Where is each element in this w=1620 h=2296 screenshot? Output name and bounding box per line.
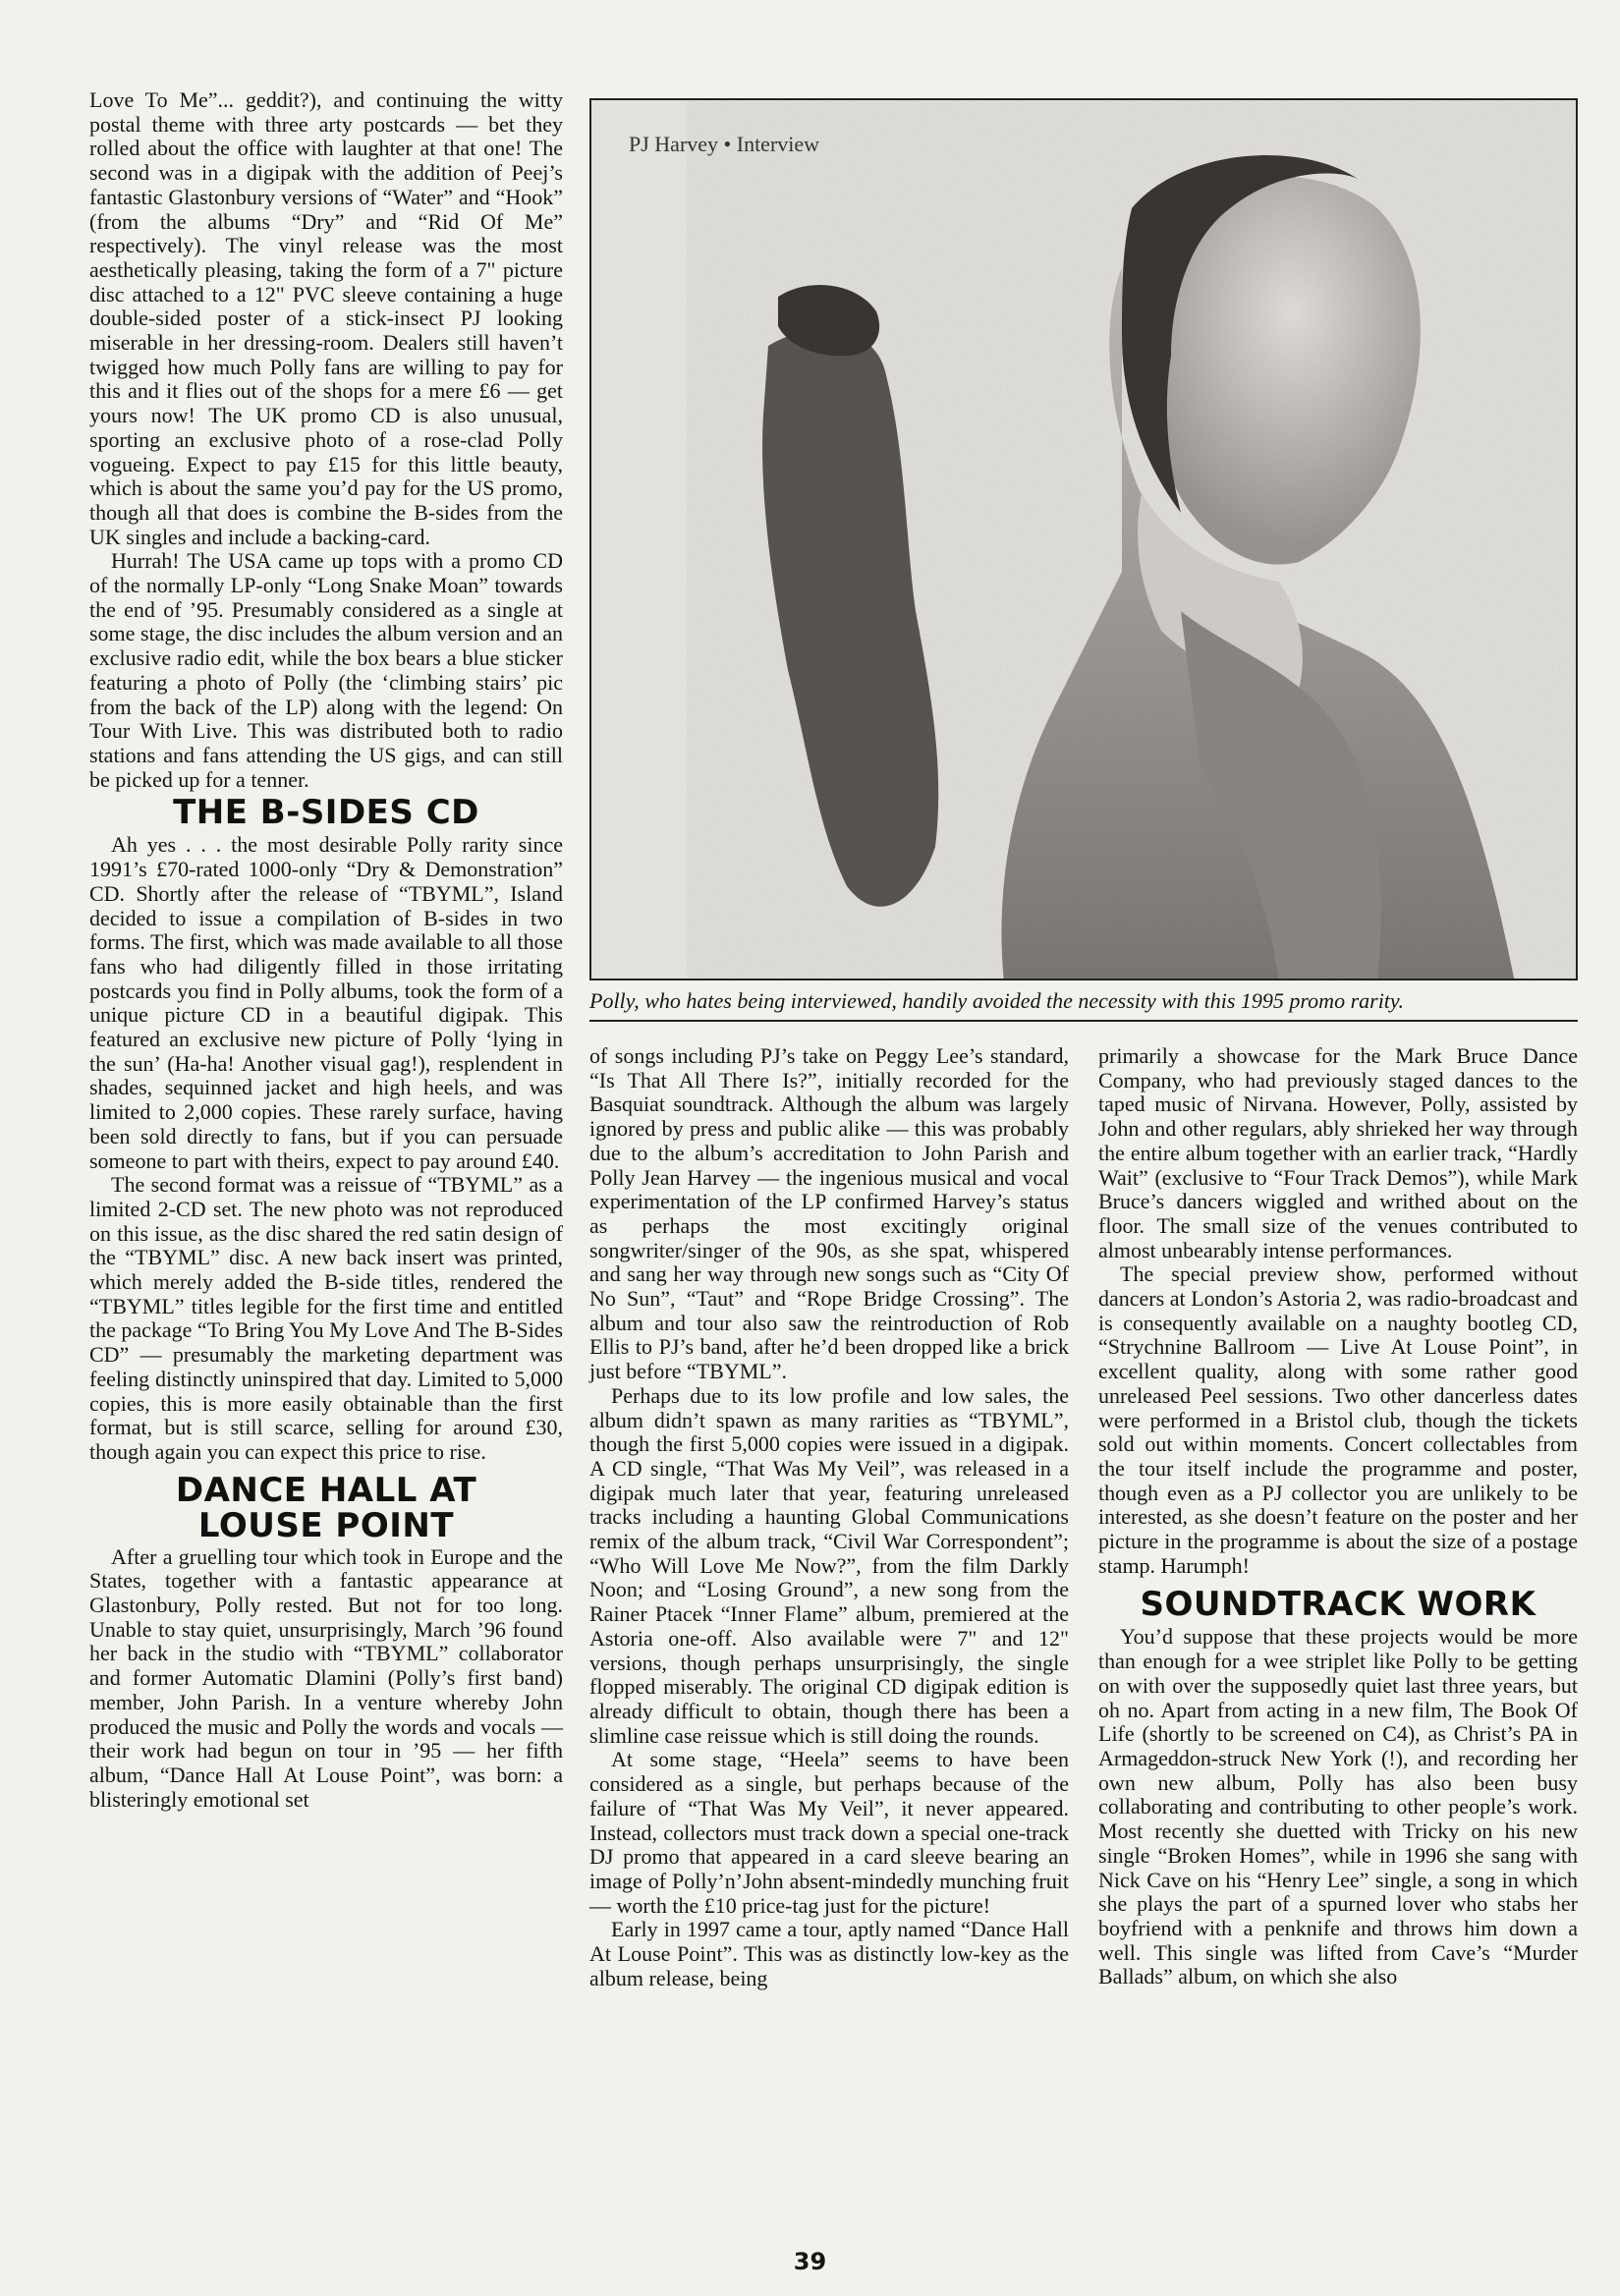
- paragraph: Perhaps due to its low profile and low sales, the album didn’t spawn as many rarities as “TBYML”, though the first 5,000 copies were issued in a digipak. A CD single, “That Was My Veil”, was released in a digipak much later that year, featuring unreleased tracks including a haunting Global Communications remix of the album track, “Civil War Correspondent”; “Who Will Love Me Now?”, from the film Darkly Noon; and “Losing Ground”, a new song from the Rainer Ptacek “Inner Flame” album, premiered at the Astoria one-off. Also available were 7" and 12" versions, though perhaps unsurprisingly, the single flopped miserably. The original CD digipak edition is already difficult to obtain, though there has been a slimline case reissue which is still doing the rounds.: [589, 1382, 1069, 1748]
- section-heading-dance-hall: [89, 1470, 563, 1545]
- paragraph: primarily a showcase for the Mark Bruce Dance Company, who had previously staged dances to the taped music of Nirvana. However, Polly, assisted by John and other regulars, ably shrieked her way through the entire album together with an earlier track, “Hardly Wait” (exclusive to “Four Track Demos”), while Mark Bruce’s dancers wiggled and writhed about on the floor. The small size of the venues contributed to almost unbearably intense performances.: [1098, 1043, 1578, 1262]
- heading-line: DANCE HALL AT: [175, 1470, 477, 1510]
- photo-credit: PJ Harvey • Interview: [629, 132, 820, 156]
- article-column-2: [589, 1044, 1069, 1990]
- photo-caption: Polly, who hates being interviewed, handily avoided the necessity with this 1995 promo rarity.: [589, 988, 1578, 1022]
- heading-line: LOUSE POINT: [197, 1505, 455, 1545]
- paragraph: After a gruelling tour which took in Europe and the States, together with a fantastic appearance at Glastonbury, Polly rested. But not for too long. Unable to stay quiet, unsurprisingly, March ’96 found her back in the studio with “TBYML” collaborator and former Automatic Dlamini (Polly’s first band) member, John Parish. In a venture whereby John produced the music and Polly the words and vocals — their work had begun on tour in ’95 — her fifth album, “Dance Hall At Louse Point”, was born: a blisteringly emotional set: [89, 1543, 563, 1812]
- photo: [589, 98, 1578, 980]
- paragraph: Hurrah! The USA came up tops with a promo CD of the normally LP-only “Long Snake Moan” towards the end of ’95. Presumably considered as a single at some stage, the disc includes the album version and an exclusive radio edit, while the box bears a blue sticker featuring a photo of Polly (the ‘climbing stairs’ pic from the back of the LP) along with the legend: On Tour With Live. This was distributed both to radio stations and fans attending the US gigs, and can still be picked up for a tenner.: [89, 548, 563, 792]
- paragraph: At some stage, “Heela” seems to have been considered as a single, but perhaps because of the failure of “That Was My Veil”, it never appeared. Instead, collectors must track down a special one-track DJ promo that appeared in a card sleeve bearing an image of Polly’n’John absent-mindedly munching fruit — worth the £10 price-tag just for the picture!: [589, 1747, 1069, 1918]
- article-column-3: [1098, 1044, 1578, 1989]
- paragraph: Love To Me”... geddit?), and continuing the witty postal theme with three arty postcards — bet they rolled about the office with laughter at that one! The second was in a digipak with the addition of Peej’s fantastic Glastonbury versions of “Water” and “Hook” (from the albums “Dry” and “Rid Of Me” respectively). The vinyl release was the most aesthetically pleasing, taking the form of a 7" picture disc attached to a 12" PVC sleeve containing a huge double-sided poster of a stick-insect PJ looking miserable in her dressing-room. Dealers still haven’t twigged how much Polly fans are willing to pay for this and it flies out of the shops for a mere £6 — get yours now! The UK promo CD is also unusual, sporting an exclusive photo of a rose-clad Polly vogueing. Expect to pay £15 for this little beauty, which is about the same you’d pay for the US promo, though all that does is combine the B-sides from the UK singles and include a backing-card.: [89, 87, 563, 549]
- paragraph: You’d suppose that these projects would be more than enough for a wee striplet like Polly to be getting on with over the supposedly quiet last three years, but oh no. Apart from acting in a new film, The Book Of Life (shortly to be screened on C4), as Christ’s PA in Armageddon-struck New York (!), and recording her own new album, Polly has also been busy collaborating and contributing to other people’s work. Most recently she duetted with Tricky on his new single “Broken Homes”, while in 1996 she sang with Nick Cave on his “Henry Lee” single, a song in which she plays the part of a spurned lover who stabs her boyfriend with a penknife and throws him down a well. This single was lifted from Cave’s “Murder Ballads” album, on which she also: [1098, 1624, 1578, 1989]
- paragraph: The second format was a reissue of “TBYML” as a limited 2-CD set. The new photo was not reproduced on this issue, as the disc shared the red satin design of the “TBYML” disc. A new back insert was printed, which merely added the B-side titles, rendered the “TBYML” titles legible for the first time and entitled the package “To Bring You My Love And The B-Sides CD” — presumably the marketing department was feeling distinctly uninspired that day. Limited to 5,000 copies, this is more easily obtainable than the first format, but is still scarce, selling for around £30, though again you can expect this price to rise.: [89, 1172, 564, 1464]
- paragraph: of songs including PJ’s take on Peggy Lee’s standard, “Is That All There Is?”, initially recorded for the Basquiat soundtrack. Although the album was largely ignored by press and public alike — this was probably due to the album’s accreditation to John Parish and Polly Jean Harvey — the ingenious musical and vocal experimentation of the LP confirmed Harvey’s status as perhaps the most excitingly original songwriter/singer of the 90s, as she spat, whispered and sang her way through new songs such as “City Of No Sun”, “Taut” and “Rope Bridge Crossing”. The album and tour also saw the reintroduction of Rob Ellis to PJ’s band, after he’d been dropped like a brick just before “TBYML”.: [589, 1043, 1069, 1384]
- paragraph: Early in 1997 came a tour, aptly named “Dance Hall At Louse Point”. This was as distinctly low-key as the album release, being: [589, 1917, 1069, 1990]
- section-heading-bsides: THE B-SIDES CD: [173, 793, 479, 833]
- page-number: 39: [793, 2248, 827, 2275]
- article-column-1: [89, 88, 563, 1812]
- paragraph: Ah yes . . . the most desirable Polly rarity since 1991’s £70-rated 1000-only “Dry & Demonstration” CD. Shortly after the release of “TBYML”, Island decided to issue a compilation of B-sides in two forms. The first, which was made available to all those fans who had diligently filled in those irritating postcards you find in Polly albums, took the form of a unique picture CD in a beautiful digipak. This featured an exclusive new picture of Polly ‘lying in the sun’ (Ha-ha! Another visual gag!), resplendent in shades, sequinned jacket and high heels, and was limited to 2,000 copies. These rarely surface, having been sold directly to fans, but if you can persuade someone to part with theirs, expect to pay around £40.: [89, 832, 563, 1173]
- section-heading-soundtrack: SOUNDTRACK WORK: [1140, 1585, 1536, 1625]
- paragraph: The special preview show, performed without dancers at London’s Astoria 2, was radio-broadcast and is consequently available on a naughty bootleg CD, “Strychnine Ballroom — Live At Louse Point”, in excellent quality, along with some rather good unreleased Peel sessions. Two other dancerless dates were performed in a Bristol club, though the tickets sold out within moments. Concert collectables from the tour itself include the programme and poster, though even as a PJ collector you are unlikely to be interested, as she doesn’t feature on the poster and her picture in the programme is about the size of a postage stamp. Harumph!: [1098, 1261, 1578, 1578]
- portrait-photo-image: [591, 100, 1578, 980]
